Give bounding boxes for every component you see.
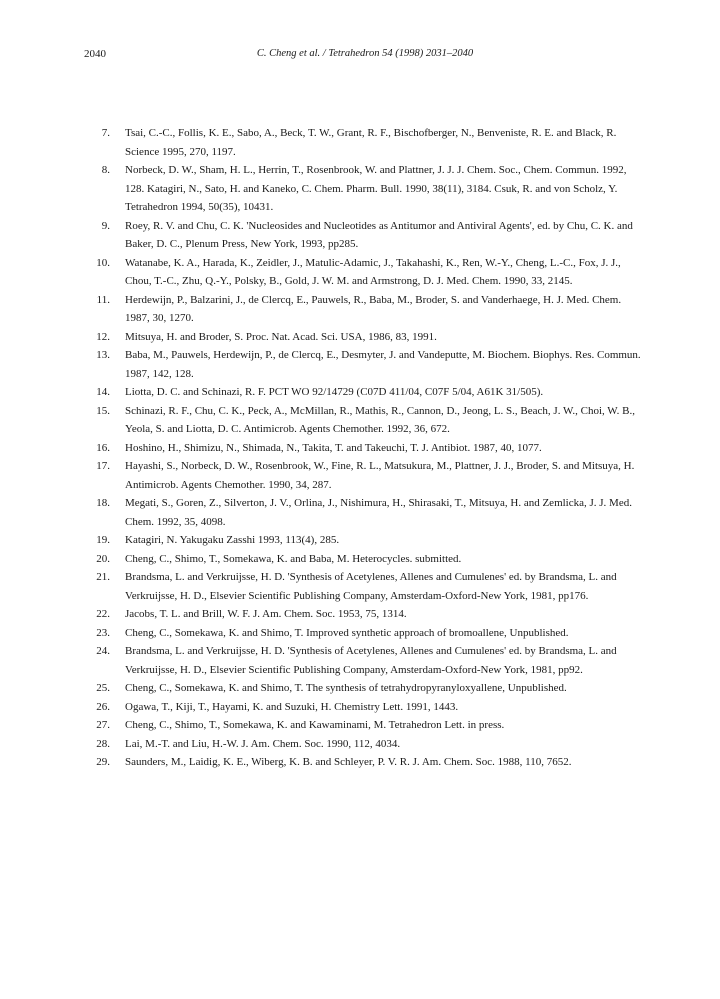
reference-number: 21. — [96, 571, 110, 583]
reference-item — [84, 531, 644, 550]
reference-number: 19. — [96, 534, 110, 546]
reference-text: Baba, M., Pauwels, Herdewijn, P., de Clercq, E., Desmyter, J. and Vandeputte, M. Biochem. Biophys. Res. Commun. 1987, 142, 128. — [125, 349, 641, 380]
reference-item — [84, 550, 644, 569]
reference-item — [84, 679, 644, 698]
reference-item — [84, 568, 644, 605]
reference-item — [84, 161, 644, 217]
reference-number: 26. — [96, 700, 110, 713]
page-header — [0, 48, 720, 64]
reference-text: Watanabe, K. A., Harada, K., Zeidler, J., Matulic-Adamic, J., Takahashi, K., Ren, W.-Y., Cheng, L.-C., Fox, J. J., Chou, T.-C., Zhu, Q.-Y., Polsky, B., Gold, J. W. M. and Armstrong, D. J. Med. Chem. 1990, 33, 2145. — [125, 256, 621, 287]
reference-text: Brandsma, L. and Verkruijsse, H. D. 'Synthesis of Acetylenes, Allenes and Cumulenes' ed. by Brandsma, L. and Verkruijsse, H. D., Elsevier Scientific Publishing Company, Amsterdam-Oxford-New York, 1981, pp92. — [125, 645, 617, 676]
reference-list — [84, 124, 644, 772]
reference-text: Cheng, C., Shimo, T., Somekawa, K. and Kawaminami, M. Tetrahedron Lett. in press. — [125, 719, 505, 731]
reference-text: Mitsuya, H. and Broder, S. Proc. Nat. Acad. Sci. USA, 1986, 83, 1991. — [125, 330, 437, 343]
reference-text: Tsai, C.-C., Follis, K. E., Sabo, A., Beck, T. W., Grant, R. F., Bischofberger, N., Benveniste, R. E. and Black, R. Science 1995, 270, 1197. — [125, 127, 617, 158]
reference-number: 28. — [96, 737, 110, 750]
reference-text: Cheng, C., Somekawa, K. and Shimo, T. The synthesis of tetrahydropyranyloxyallene, Unpublished. — [125, 682, 567, 694]
reference-text: Megati, S., Goren, Z., Silverton, J. V., Orlina, J., Nishimura, H., Shirasaki, T., Mitsuya, H. and Zemlicka, J. J. Med. Chem. 1992, 35, 4098. — [125, 497, 632, 528]
reference-text: Hayashi, S., Norbeck, D. W., Rosenbrook, W., Fine, R. L., Matsukura, M., Plattner, J. J., Broder, S. and Mitsuya, H. Antimicrob. Agents Chemother. 1990, 34, 287. — [125, 460, 635, 491]
reference-text: Herdewijn, P., Balzarini, J., de Clercq, E., Pauwels, R., Baba, M., Broder, S. and Vanderhaege, H. J. Med. Chem. 1987, 30, 1270. — [125, 293, 622, 324]
reference-text: Lai, M.-T. and Liu, H.-W. J. Am. Chem. Soc. 1990, 112, 4034. — [125, 737, 401, 750]
reference-item — [84, 254, 644, 291]
reference-number: 15. — [96, 404, 110, 417]
reference-item — [84, 698, 644, 717]
reference-item — [84, 291, 644, 328]
reference-number: 9. — [101, 219, 110, 232]
reference-number: 25. — [96, 682, 110, 694]
reference-text: Cheng, C., Somekawa, K. and Shimo, T. Improved synthetic approach of bromoallene, Unpublished. — [125, 626, 569, 639]
reference-text: Hoshino, H., Shimizu, N., Shimada, N., Takita, T. and Takeuchi, T. J. Antibiot. 1987, 40, 1077. — [125, 441, 542, 454]
reference-number: 29. — [96, 756, 110, 768]
reference-item — [84, 605, 644, 624]
reference-number: 17. — [96, 460, 110, 472]
reference-number: 20. — [96, 552, 110, 565]
reference-number: 16. — [96, 441, 110, 454]
reference-text: Katagiri, N. Yakugaku Zasshi 1993, 113(4), 285. — [125, 534, 340, 546]
reference-number: 27. — [96, 719, 110, 731]
running-head: C. Cheng et al. / Tetrahedron 54 (1998) 2031–2040 — [256, 48, 474, 59]
reference-number: 23. — [96, 626, 110, 639]
reference-item — [84, 439, 644, 458]
reference-item — [84, 716, 644, 735]
reference-item — [84, 402, 644, 439]
reference-item — [84, 346, 644, 383]
reference-item — [84, 328, 644, 347]
reference-number: 18. — [96, 497, 110, 509]
reference-text: Saunders, M., Laidig, K. E., Wiberg, K. B. and Schleyer, P. V. R. J. Am. Chem. Soc. 1988, 110, 7652. — [125, 756, 572, 768]
reference-item — [84, 494, 644, 531]
reference-text: Cheng, C., Shimo, T., Somekawa, K. and Baba, M. Heterocycles. submitted. — [125, 552, 462, 565]
reference-number: 11. — [96, 293, 110, 306]
reference-text: Liotta, D. C. and Schinazi, R. F. PCT WO 92/14729 (C07D 411/04, C07F 5/04, A61K 31/505). — [125, 386, 544, 398]
page-number: 2040 — [84, 48, 106, 60]
reference-text: Brandsma, L. and Verkruijsse, H. D. 'Synthesis of Acetylenes, Allenes and Cumulenes' ed. by Brandsma, L. and Verkruijsse, H. D., Elsevier Scientific Publishing Company, Amsterdam-Oxford-New York, 1981, pp176. — [125, 571, 617, 602]
reference-item — [84, 642, 644, 679]
reference-number: 7. — [101, 127, 110, 139]
reference-number: 13. — [96, 349, 110, 361]
reference-item — [84, 217, 644, 254]
reference-number: 10. — [96, 256, 110, 269]
reference-number: 24. — [96, 645, 110, 657]
reference-item — [84, 624, 644, 643]
reference-text: Roey, R. V. and Chu, C. K. 'Nucleosides and Nucleotides as Antitumor and Antiviral Agents', ed. by Chu, C. K. and Baker, D. C., Plenum Press, New York, 1993, pp285. — [125, 219, 633, 250]
reference-item — [84, 383, 644, 402]
reference-number: 8. — [101, 164, 110, 176]
reference-text: Ogawa, T., Kiji, T., Hayami, K. and Suzuki, H. Chemistry Lett. 1991, 1443. — [125, 700, 459, 713]
reference-number: 12. — [96, 330, 110, 343]
reference-text: Jacobs, T. L. and Brill, W. F. J. Am. Chem. Soc. 1953, 75, 1314. — [125, 608, 407, 620]
reference-number: 14. — [96, 386, 110, 398]
reference-text: Norbeck, D. W., Sham, H. L., Herrin, T., Rosenbrook, W. and Plattner, J. J. J. Chem. Soc., Chem. Commun. 1992, 128. Katagiri, N., Sato, H. and Kaneko, C. Chem. Pharm. Bull. 1990, 38(11), 3184. Csuk, R. and von Scholz, Y. Tetrahedron 1994, 50(35), 10431. — [125, 164, 627, 213]
reference-number: 22. — [96, 608, 110, 620]
reference-item — [84, 753, 644, 772]
reference-item — [84, 457, 644, 494]
reference-item — [84, 735, 644, 754]
reference-text: Schinazi, R. F., Chu, C. K., Peck, A., McMillan, R., Mathis, R., Cannon, D., Jeong, L. S., Beach, J. W., Choi, W. B., Yeola, S. and Liotta, D. C. Antimicrob. Agents Chemother. 1992, 36, 672. — [125, 404, 636, 435]
reference-item — [84, 124, 644, 161]
